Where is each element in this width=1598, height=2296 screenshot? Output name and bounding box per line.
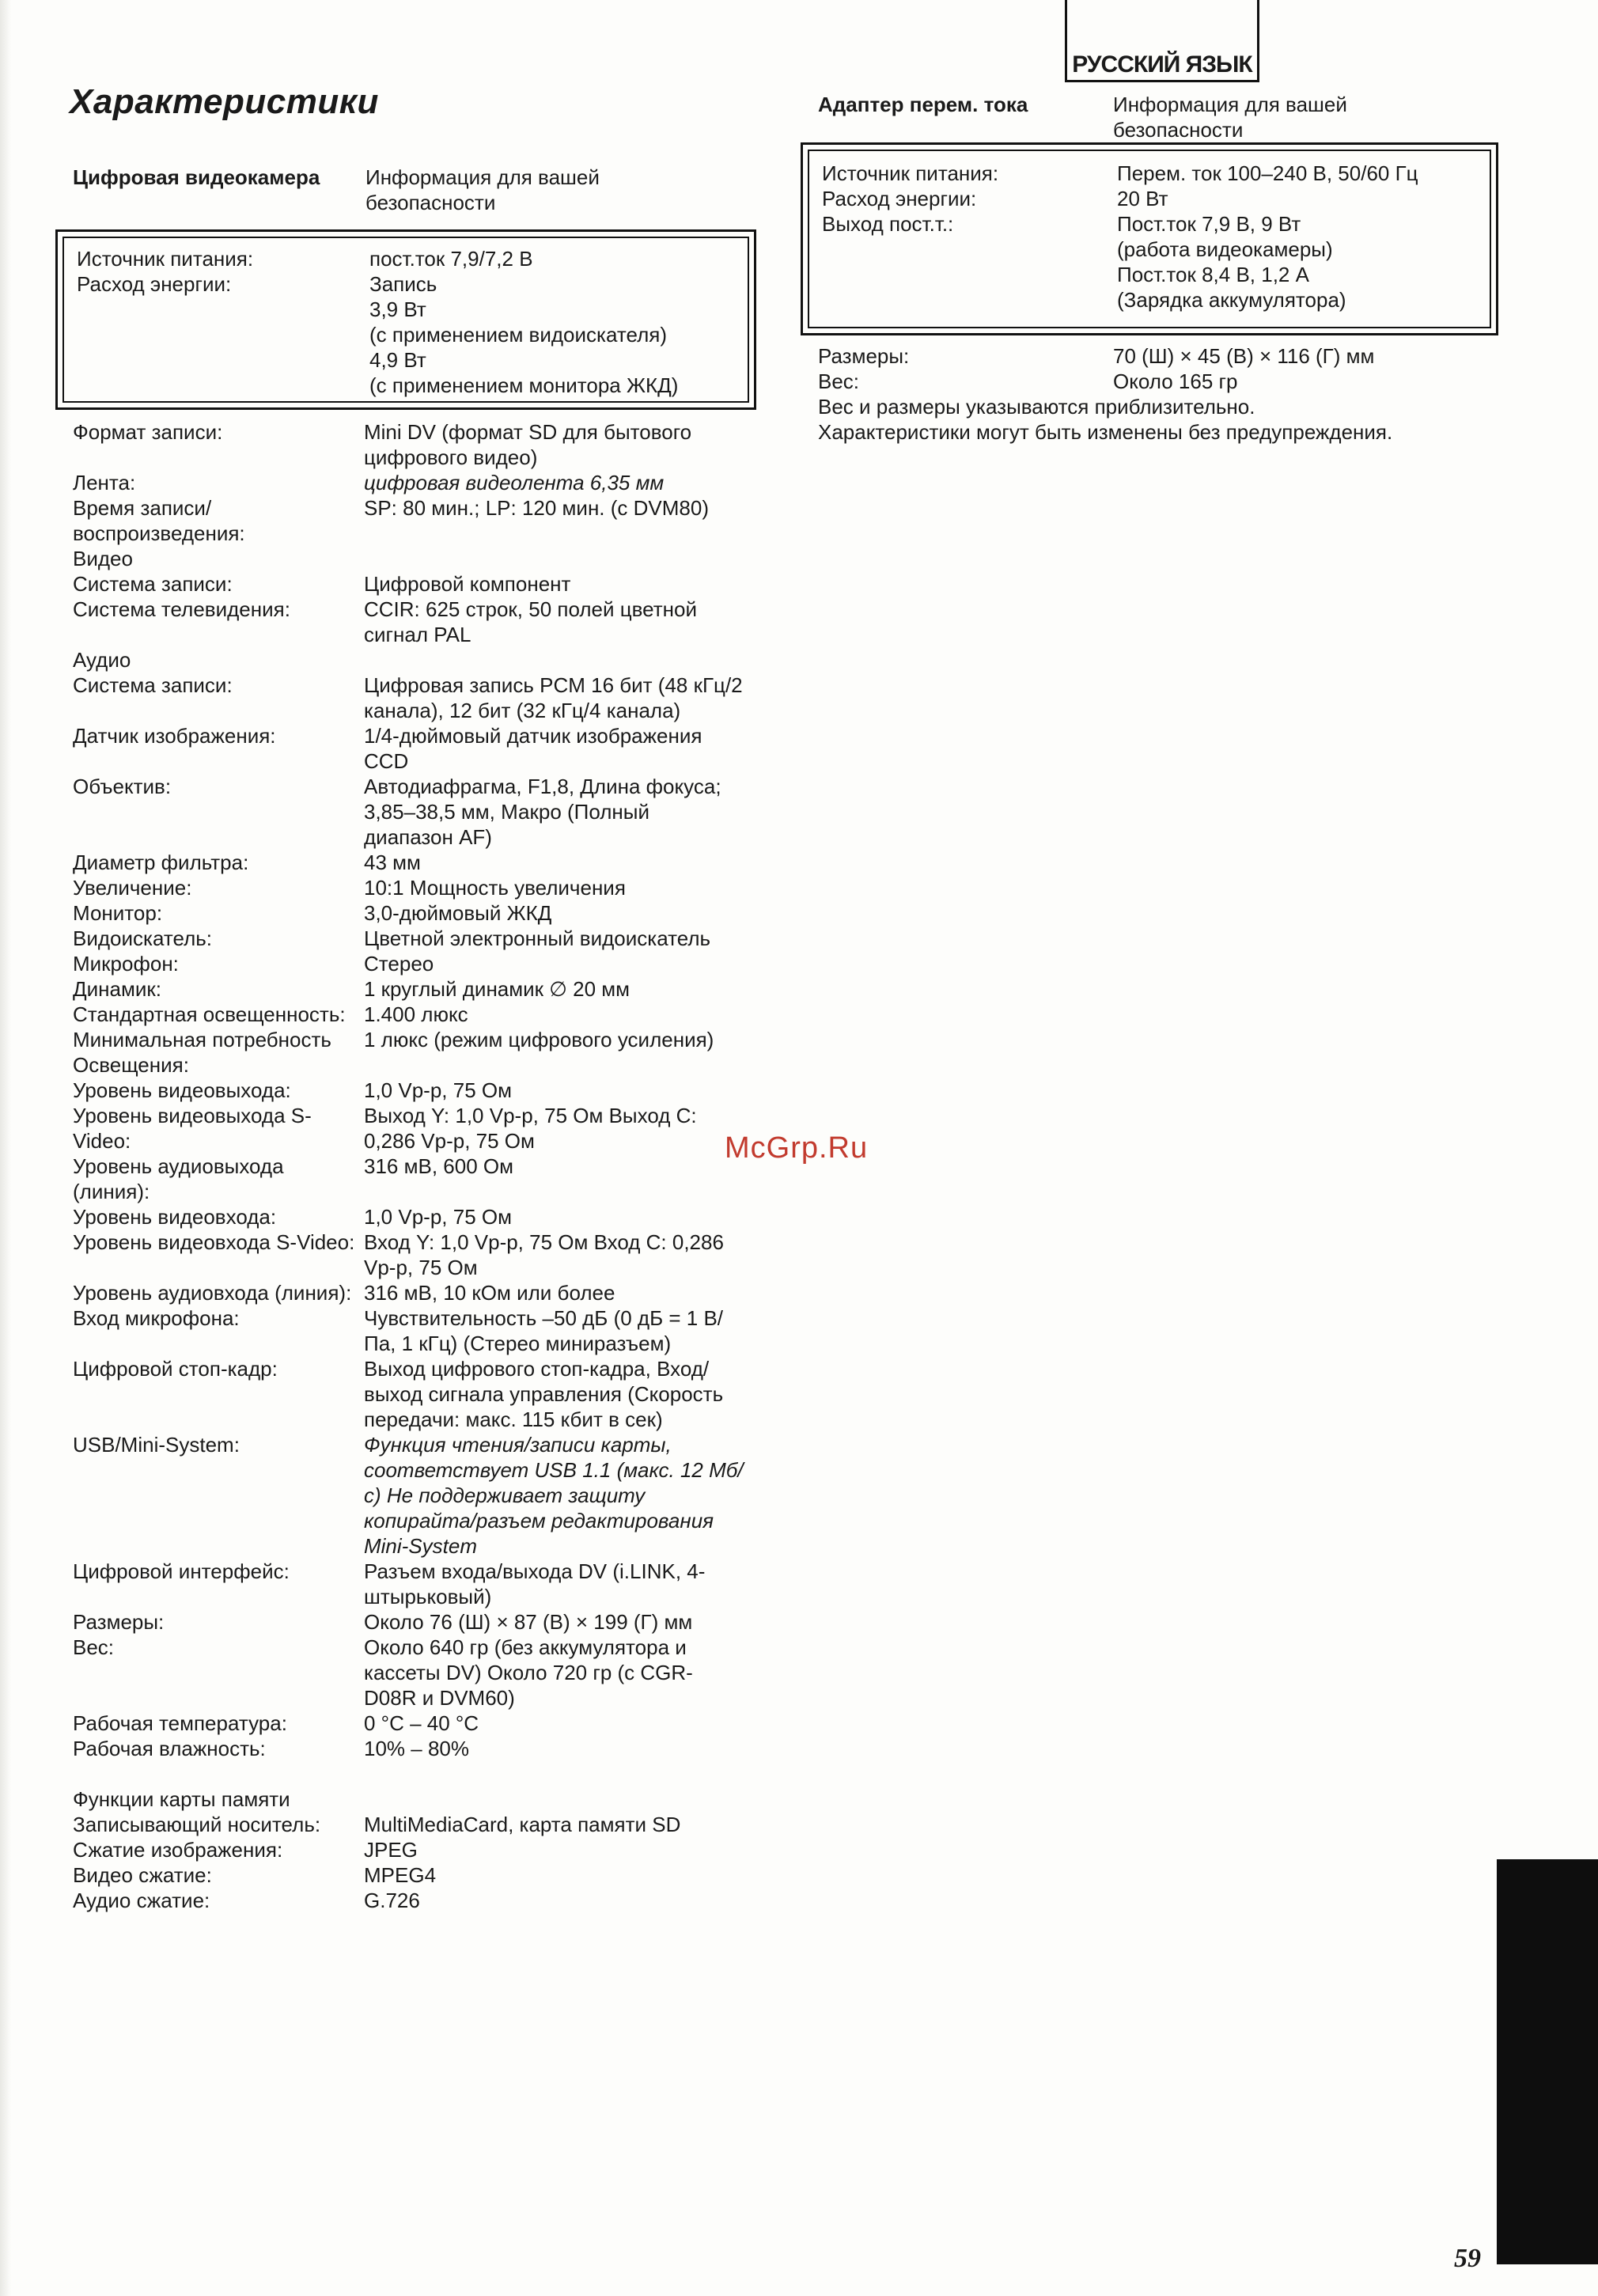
spec-label: Динамик: xyxy=(73,977,161,1001)
spec-row xyxy=(73,1635,744,1711)
spec-label: Рабочая температура: xyxy=(73,1711,287,1735)
spec-row xyxy=(73,1559,744,1609)
spec-value: цифровая видеолента 6,35 мм xyxy=(364,471,665,494)
spec-label: Расход энергии: xyxy=(822,187,977,210)
spec-label: Видео xyxy=(73,547,133,570)
spec-row xyxy=(822,161,1477,186)
spec-row xyxy=(73,900,744,926)
spec-label xyxy=(822,287,1117,313)
spec-label: Аудио xyxy=(73,648,131,672)
spec-value: Около 76 (Ш) × 87 (В) × 199 (Г) мм xyxy=(364,1610,693,1634)
spec-row xyxy=(73,1888,744,1913)
spec-row xyxy=(73,597,744,647)
spec-label xyxy=(822,262,1117,287)
spec-value: MPEG4 xyxy=(364,1863,437,1887)
spec-label: Лента: xyxy=(73,471,136,494)
binding-edge xyxy=(0,0,11,2296)
spec-label: Увеличение: xyxy=(73,876,192,900)
spec-label: Выход пост.т.: xyxy=(822,212,954,236)
spec-row xyxy=(73,875,744,900)
spec-label: Уровень видеовыхода: xyxy=(73,1078,291,1102)
spec-label: Вес: xyxy=(818,369,860,393)
spec-row xyxy=(73,1609,744,1635)
spec-value: Стерео xyxy=(364,952,434,976)
spec-row xyxy=(73,1812,744,1837)
spec-value: 1 круглый динамик ∅ 20 мм xyxy=(364,977,630,1001)
spec-row xyxy=(73,546,744,571)
spec-row xyxy=(77,322,735,347)
spec-label xyxy=(77,373,369,398)
spec-value: (работа видеокамеры) xyxy=(1117,237,1333,261)
language-tab-frame xyxy=(1065,0,1259,49)
spec-label: Уровень аудиовыхода (линия): xyxy=(73,1154,284,1203)
spec-value: Пост.ток 7,9 В, 9 Вт xyxy=(1117,212,1301,236)
spec-value: Функция чтения/записи карты, соответствует USB 1.1 (макс. 12 Мб/с) Не поддерживает защиту копирайта/разъем редактирования Mini-System xyxy=(364,1433,744,1558)
spec-value: 43 мм xyxy=(364,851,421,874)
spec-label xyxy=(77,347,369,373)
spec-row xyxy=(73,1432,744,1559)
spec-row xyxy=(73,1027,744,1078)
spec-row xyxy=(73,1711,744,1736)
spec-value: 4,9 Вт xyxy=(369,348,426,372)
spec-row xyxy=(73,926,744,951)
spec-value: Mini DV (формат SD для бытового цифрового видео) xyxy=(364,420,692,469)
spec-row xyxy=(73,1002,744,1027)
spec-row xyxy=(73,470,744,495)
spec-row xyxy=(822,211,1477,237)
spec-row xyxy=(73,1837,744,1862)
spec-label: Видео сжатие: xyxy=(73,1863,212,1887)
spec-label: Минимальная потребность Освещения: xyxy=(73,1028,331,1077)
spec-label: Сжатие изображения: xyxy=(73,1838,283,1862)
spec-label: Вход микрофона: xyxy=(73,1306,240,1330)
spec-row xyxy=(73,1280,744,1305)
spec-label: Система записи: xyxy=(73,673,233,697)
spec-label xyxy=(77,322,369,347)
spec-label: Система записи: xyxy=(73,572,233,596)
spec-value: 1 люкс (режим цифрового усиления) xyxy=(364,1028,714,1051)
spec-row xyxy=(73,1356,744,1432)
spec-label: Аудио сжатие: xyxy=(73,1889,210,1912)
spec-row xyxy=(73,1204,744,1229)
spec-value: Пост.ток 8,4 В, 1,2 А xyxy=(1117,263,1309,286)
spec-value: 10:1 Мощность увеличения xyxy=(364,876,626,900)
spec-value: Вход Y: 1,0 Vp-p, 75 Ом Вход C: 0,286 Vp-p, 75 Ом xyxy=(364,1230,724,1279)
spec-value: Чувствительность –50 дБ (0 дБ = 1 В/Па, 1 кГц) (Стерео миниразъем) xyxy=(364,1306,724,1355)
spec-value: JPEG xyxy=(364,1838,418,1862)
spec-row xyxy=(73,850,744,875)
spec-label: USB/Mini-System: xyxy=(73,1433,240,1457)
spec-label: Уровень аудиовхода (линия): xyxy=(73,1281,352,1305)
spec-value: Цветной электронный видоискатель xyxy=(364,926,711,950)
spec-row xyxy=(822,237,1477,262)
spec-value: пост.ток 7,9/7,2 В xyxy=(369,247,533,271)
spec-value: (Зарядка аккумулятора) xyxy=(1117,288,1346,312)
spec-value: 1.400 люкс xyxy=(364,1002,468,1026)
spec-label: Размеры: xyxy=(73,1610,165,1634)
spec-row xyxy=(73,1786,744,1812)
spec-label: Функции карты памяти xyxy=(73,1787,290,1811)
spec-label: Диаметр фильтра: xyxy=(73,851,249,874)
spec-label: Вес: xyxy=(73,1635,115,1659)
spec-value: G.726 xyxy=(364,1889,420,1912)
spec-row xyxy=(73,495,744,546)
camera-spec-list xyxy=(73,419,744,1913)
spec-value: Разъем входа/выхода DV (i.LINK, 4-штырьковый) xyxy=(364,1559,706,1608)
spec-row xyxy=(822,262,1477,287)
spec-row xyxy=(73,1229,744,1280)
spec-row xyxy=(73,1736,744,1761)
spec-label: Видоискатель: xyxy=(73,926,213,950)
spec-value: 1,0 Vp-p, 75 Ом xyxy=(364,1205,512,1229)
adapter-power-box-inner xyxy=(808,150,1491,328)
spec-row xyxy=(77,246,735,271)
camera-header xyxy=(73,165,706,215)
spec-label: Расход энергии: xyxy=(77,272,232,296)
spec-row xyxy=(73,1078,744,1103)
spec-value: Запись xyxy=(369,272,437,296)
spec-value: 316 мВ, 600 Ом xyxy=(364,1154,513,1178)
side-tab xyxy=(1497,1859,1598,2264)
spec-label: Уровень видеовхода: xyxy=(73,1205,277,1229)
camera-power-box xyxy=(55,229,756,410)
page-number: 59 xyxy=(1454,2244,1481,2273)
spec-value: 316 мВ, 10 кОм или более xyxy=(364,1281,615,1305)
spec-row xyxy=(77,373,735,398)
spec-label: Стандартная освещенность: xyxy=(73,1002,346,1026)
spec-label: Формат записи: xyxy=(73,420,223,444)
spec-value: 3,9 Вт xyxy=(369,297,426,321)
spec-row xyxy=(77,271,735,297)
spec-value: CCIR: 625 строк, 50 полей цветной сигнал PAL xyxy=(364,597,698,646)
spec-value: MultiMediaCard, карта памяти SD xyxy=(364,1813,681,1836)
spec-label: Монитор: xyxy=(73,901,163,925)
spec-label: Источник питания: xyxy=(822,161,999,185)
spec-value: 10% – 80% xyxy=(364,1737,469,1760)
adapter-power-box xyxy=(801,142,1498,335)
spec-value xyxy=(364,1786,744,1812)
spec-value: 20 Вт xyxy=(1117,187,1168,210)
spec-row xyxy=(73,673,744,723)
spec-value: 1,0 Vp-p, 75 Ом xyxy=(364,1078,512,1102)
adapter-safety: Информация для вашей безопасности xyxy=(1113,93,1347,142)
spec-label: Датчик изображения: xyxy=(73,724,276,748)
spec-value: Автодиафрагма, F1,8, Длина фокуса; 3,85–38,5 мм, Макро (Полный диапазон AF) xyxy=(364,775,721,849)
spec-row xyxy=(818,369,1461,394)
spec-row xyxy=(73,419,744,470)
spec-row xyxy=(73,571,744,597)
spec-value: 70 (Ш) × 45 (В) × 116 (Г) мм xyxy=(1113,344,1375,368)
camera-safety: Информация для вашей безопасности xyxy=(365,165,600,214)
spec-value: SP: 80 мин.; LP: 120 мин. (с DVM80) xyxy=(364,496,709,520)
spec-label: Источник питания: xyxy=(77,247,254,271)
spec-row xyxy=(73,1305,744,1356)
spec-row xyxy=(822,287,1477,313)
spec-value: Около 165 гр xyxy=(1113,369,1238,393)
spec-row xyxy=(818,343,1461,369)
spec-row xyxy=(73,1154,744,1204)
spec-value: (с применением монитора ЖКД) xyxy=(369,373,679,397)
spec-label: Уровень видеовыхода S-Video: xyxy=(73,1104,312,1153)
spec-label xyxy=(822,237,1117,262)
spec-label: Микрофон: xyxy=(73,952,179,976)
adapter-note-1: Вес и размеры указываются приблизительно. xyxy=(818,395,1255,419)
spec-row xyxy=(73,951,744,976)
spec-label: Объектив: xyxy=(73,775,172,798)
spec-value: 1/4-дюймовый датчик изображения CCD xyxy=(364,724,702,773)
spec-row xyxy=(77,297,735,322)
spec-value: Выход Y: 1,0 Vp-p, 75 Ом Выход C: 0,286 Vp-p, 75 Ом xyxy=(364,1104,697,1153)
spec-value: Выход цифрового стоп-кадра, Вход/выход сигнала управления (Скорость передачи: макс. 115 кбит в сек) xyxy=(364,1357,724,1431)
spec-value xyxy=(364,647,744,673)
spec-label: Время записи/ воспроизведения: xyxy=(73,496,245,545)
spec-label: Размеры: xyxy=(818,344,910,368)
spec-value: Цифровой компонент xyxy=(364,572,571,596)
spec-value: 0 °C – 40 °C xyxy=(364,1711,479,1735)
spec-row xyxy=(77,347,735,373)
spec-label: Уровень видеовхода S-Video: xyxy=(73,1230,355,1254)
adapter-power-list xyxy=(822,161,1477,313)
adapter-note-2: Характеристики могут быть изменены без предупреждения. xyxy=(818,420,1393,444)
camera-power-list xyxy=(77,246,735,398)
spec-value: 3,0-дюймовый ЖКД xyxy=(364,901,552,925)
adapter-header xyxy=(818,92,1461,142)
spec-row xyxy=(822,186,1477,211)
spec-label: Рабочая влажность: xyxy=(73,1737,266,1760)
adapter-spec-list xyxy=(818,343,1461,445)
spec-row xyxy=(73,1103,744,1154)
adapter-heading: Адаптер перем. тока xyxy=(818,93,1028,116)
spec-label xyxy=(77,297,369,322)
spec-value: Цифровая запись PCM 16 бит (48 кГц/2 канала), 12 бит (32 кГц/4 канала) xyxy=(364,673,743,722)
page-title: Характеристики xyxy=(70,82,379,121)
spec-value xyxy=(364,546,744,571)
spec-value: Перем. ток 100–240 В, 50/60 Гц xyxy=(1117,161,1418,185)
spec-label: Цифровой интерфейс: xyxy=(73,1559,290,1583)
spec-row xyxy=(73,976,744,1002)
camera-heading: Цифровая видеокамера xyxy=(73,165,320,189)
watermark: McGrp.Ru xyxy=(725,1131,869,1165)
spec-row xyxy=(73,723,744,774)
spec-label: Записывающий носитель: xyxy=(73,1813,321,1836)
spec-row xyxy=(73,774,744,850)
spec-label: Система телевидения: xyxy=(73,597,290,621)
camera-power-box-inner xyxy=(62,237,749,403)
spec-value: Около 640 гр (без аккумулятора и кассеты DV) Около 720 гр (с CGR-D08R и DVM60) xyxy=(364,1635,693,1710)
spec-row xyxy=(73,1862,744,1888)
spec-row xyxy=(73,647,744,673)
language-tab: РУССКИЙ ЯЗЫК xyxy=(1065,47,1259,82)
spec-value: (с применением видоискателя) xyxy=(369,323,667,347)
spec-label: Цифровой стоп-кадр: xyxy=(73,1357,278,1381)
